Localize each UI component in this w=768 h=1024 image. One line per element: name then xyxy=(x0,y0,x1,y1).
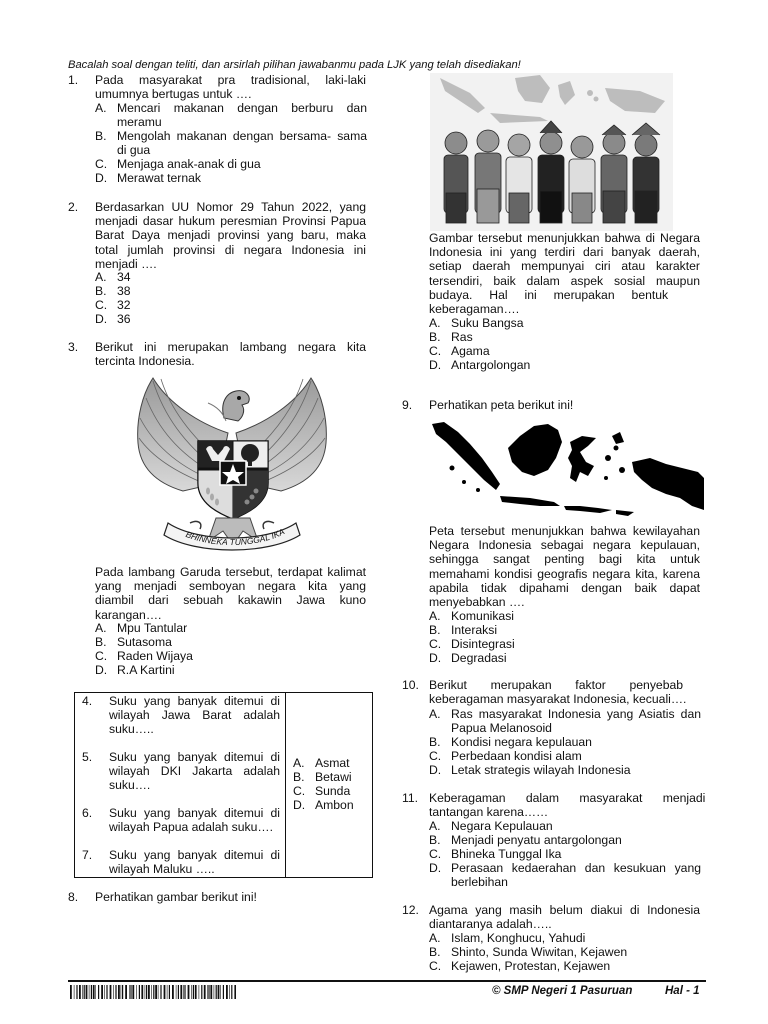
question-text-line: umumnya bertugas untuk …. xyxy=(95,87,252,102)
question-8-stem: Gambar tersebut menunjukkan bahwa di Negara Indonesia ini yang terdiri dari banyak daerah, setiap daerah mempunyai ciri atau karakter tersendiri, baik dalam aspek sosial maupun budaya. Hal ini merupakan bentuk keberagaman…. xyxy=(429,231,700,317)
footer-divider xyxy=(68,980,706,982)
matching-table xyxy=(74,692,373,878)
question-3-stem: Pada lambang Garuda tersebut, terdapat kalimat yang menjadi semboyan negara kita yang diambil dari sebuah kakawin Jawa kuno karangan…. xyxy=(95,565,366,622)
answer-a[interactable]: A. Asmat xyxy=(293,756,350,770)
answer-b[interactable]: B. Betawi xyxy=(293,770,352,784)
footer-page-number: Hal - 1 xyxy=(665,985,700,997)
matching-answers-cell xyxy=(286,693,373,878)
question-number: 1. xyxy=(68,73,79,87)
garuda-motto: BHINNEKA TUNGGAL IKA xyxy=(184,526,287,548)
answer-c[interactable]: C. Sunda xyxy=(293,784,351,798)
answer-d[interactable]: D. Ambon xyxy=(293,798,354,812)
traditional-costumes-image xyxy=(430,73,673,231)
exam-instruction: Bacalah soal dengan teliti, dan arsirlah pilihan jawabanmu pada LJK yang telah disediakan! xyxy=(68,59,521,71)
indonesia-map-image xyxy=(430,418,706,522)
garuda-pancasila-image xyxy=(128,373,336,563)
footer-school: © SMP Negeri 1 Pasuruan xyxy=(492,985,633,997)
matching-questions-cell: 4. Suku yang banyak ditemui di wilayah Jawa Barat adalah suku….. 5. Suku yang banyak ditemui di wilayah DKI Jakarta adalah suku…. 6. Suku yang banyak ditemui di wilayah Papua adalah suku…. 7. Suku yang banyak ditemui di wilayah Maluku ….. xyxy=(75,693,286,878)
question-text-line: Pada masyarakat pra tradisional, laki-laki xyxy=(95,73,366,87)
barcode-image xyxy=(70,985,236,999)
question-9-stem: Peta tersebut menunjukkan bahwa kewilayahan Negara Indonesia sebagai negara kepulauan, sehingga sangat penting bagi kita untuk memahami kondisi geografis negara kita, karena apabila tidak dipahami dengan baik dapat menyebabkan …. xyxy=(429,524,700,610)
